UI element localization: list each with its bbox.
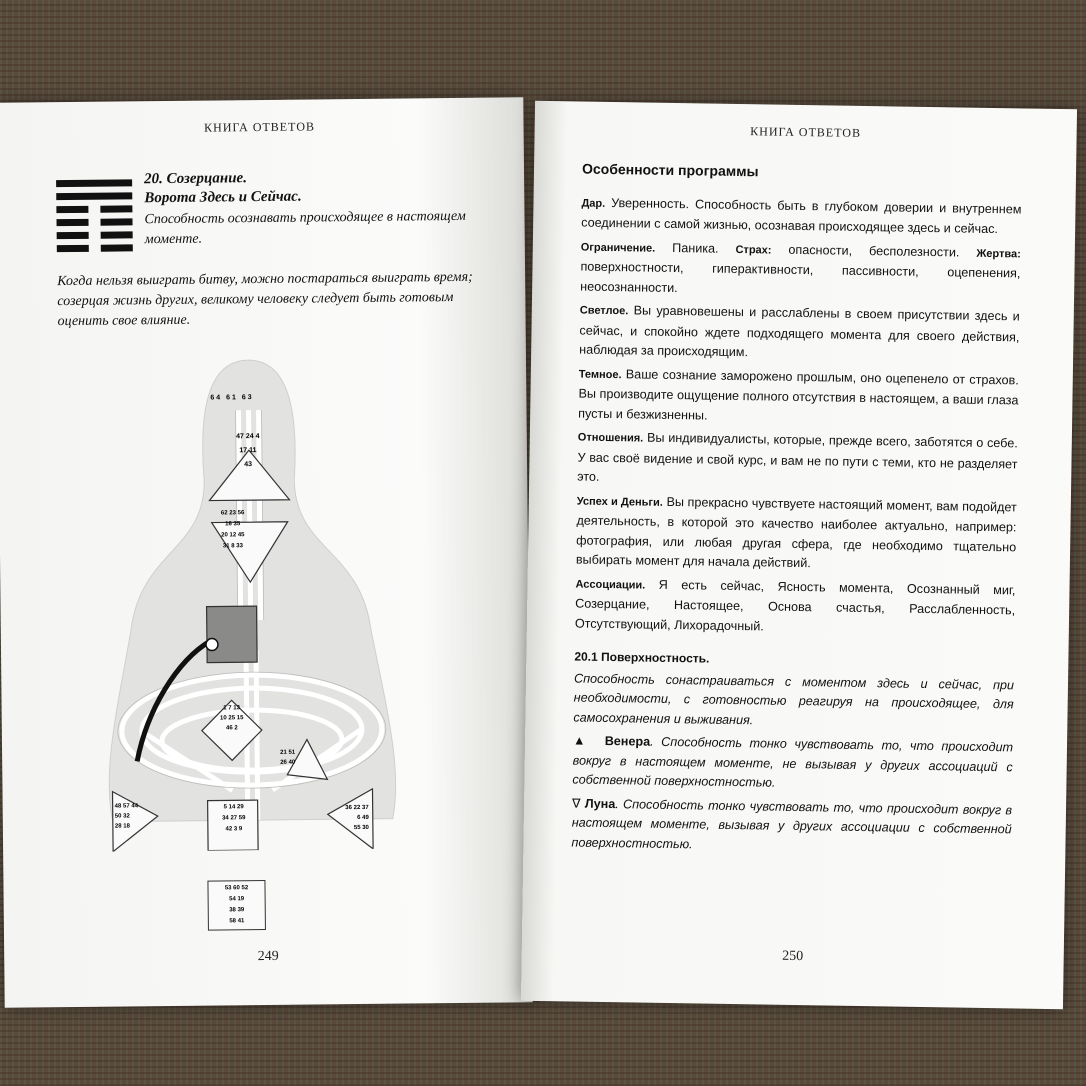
section-title: Особенности программы [581, 160, 759, 180]
moon-icon: ∇ [571, 795, 581, 811]
hexagram-icon [56, 179, 133, 258]
bodygraph-root-gates: 53 60 52 54 19 38 39 58 41 [207, 880, 266, 931]
page-number-left: 249 [257, 948, 279, 965]
page-number-right: 250 [782, 948, 804, 965]
bodygraph-solar-plexus-gates: 36 22 37 6 49 55 30 [345, 804, 369, 832]
gate-subtitle: Способность осознавать происходящее в настоящем моменте. [144, 208, 466, 248]
light-paragraph: Светлое. Вы уравновешены и расслаблены в своем присутствии здесь и сейчас, и спокойно ждете подходящего момента для своего действия, наблюдая за происходящим. [579, 303, 1020, 360]
line-title: 20.1 Поверхностность. [574, 649, 710, 666]
dark-paragraph: Темное. Ваше сознание заморожено прошлым, оно оцепенело от страхов. Вы производите ощущение полного отсутствия в настоящем, а ваши глаза пусты и безжизненны. [578, 366, 1019, 423]
gift-paragraph: Дар. Уверенность. Способность быть в глубоком доверии и внутреннем соединении с самой жизнью, осознавая происходящее здесь и сейчас. [581, 195, 1022, 237]
line-description: Способность сонастраиваться с моментом здесь и сейчас, при необходимости, с готовностью реагируя на происходящее, для самосохранения и выживания. [573, 670, 1015, 727]
bodygraph-heart-gates: 21 51 26 40 [280, 749, 296, 766]
moon-paragraph: ∇ Луна. Способность тонко чувствовать то, что происходит вокруг в настоящем моменте, вызывая у других ассоциации с собственной поверхностностью. [571, 795, 1013, 851]
gate-number-title: 20. Созерцание. [144, 170, 248, 188]
bodygraph-spleen-gates: 48 57 44 50 32 28 18 [114, 803, 139, 830]
program-features-section [571, 160, 1022, 864]
relations-paragraph: Отношения. Вы индивидуалисты, которые, прежде всего, заботятся о себе. У вас своё видение и свой курс, и вам не по пути с теми, кто не разделяет это. [577, 430, 1018, 484]
bodygraph-throat-gates: 62 23 56 16 35 20 12 45 31 8 33 [220, 510, 245, 550]
epigraph-quote: Когда нельзя выиграть битву, можно постараться выиграть время; созерцая жизнь других, великому человеку следует быть готовым оценить свое влияние. [57, 269, 473, 330]
bodygraph-sacral-gates: 5 14 29 34 27 59 42 3 9 [222, 804, 246, 833]
success-paragraph: Успех и Деньги. Вы прекрасно чувствуете настоящий момент, вам подойдет деятельность, в которой это качество наиболее актуально, например: фотография, или любая другая сфера, где необходимо тщательно выбирать момент для начала действий. [575, 494, 1017, 571]
gate-title-block [144, 167, 505, 250]
associations-paragraph: Ассоциации. Я есть сейчас, Ясность момента, Осознанный миг, Созерцание, Настоящее, Основа счастья, Расслабленность, Отсутствующий, Лихорадочный. [574, 577, 1016, 633]
gate-name: Ворота Здесь и Сейчас. [144, 188, 302, 207]
limit-paragraph: Ограничение. Паника. Страх: опасности, бесполезности. Жертва: поверхностности, гиперактивности, пассивности, оцепенения, неосознанности. [580, 240, 1021, 295]
right-page [521, 101, 1077, 1009]
running-head-left: КНИГА ОТВЕТОВ [204, 119, 316, 135]
running-head-right: КНИГА ОТВЕТОВ [750, 124, 862, 140]
bodygraph-head-gates: 64 61 63 [210, 394, 254, 402]
bodygraph-g-gates: 1 7 13 10 25 15 46 2 [220, 705, 244, 732]
bodygraph-ajna-gates: 47 24 4 17 11 43 [236, 433, 260, 469]
venus-icon: ▲ [572, 733, 590, 748]
bodygraph-diagram [78, 348, 423, 852]
left-page [0, 97, 533, 1007]
throat-center [206, 606, 258, 663]
venus-paragraph: ▲ Венера. Способность тонко чувствовать то, что происходит вокруг в настоящем моменте, не вызывая у других ассоциаций с собственной поверхностностью. [572, 733, 1014, 790]
